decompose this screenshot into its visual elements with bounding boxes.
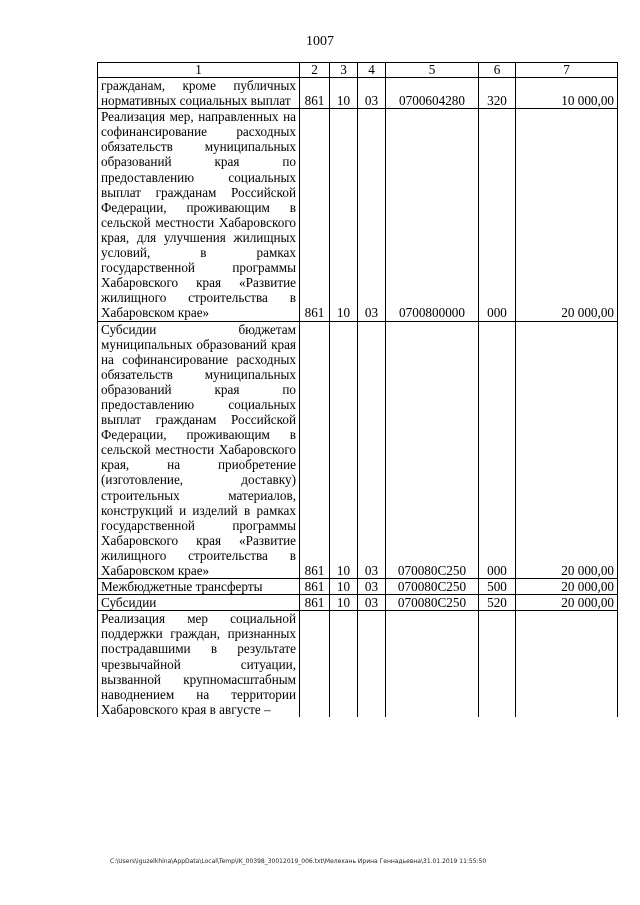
cell-col2: 861 [300,78,330,109]
cell-col2: 861 [300,109,330,321]
header-cell: 4 [358,63,386,78]
table-row [98,321,618,579]
cell-col4: 03 [358,321,386,579]
cell-col6: 500 [479,579,516,595]
budget-table [97,62,618,717]
header-cell: 6 [479,63,516,78]
cell-col4: 03 [358,109,386,321]
table-row [98,611,618,717]
cell-col2: 861 [300,321,330,579]
cell-col2 [300,611,330,717]
cell-col5: 0700800000 [386,109,479,321]
cell-col7: 20 000,00 [516,109,618,321]
header-cell: 1 [98,63,300,78]
cell-col4 [358,611,386,717]
table-row [98,109,618,321]
row-description: Реализация мер, направленных на софинансирование расходных обязательств муниципальных образований края по предоставлению социальных выплат гражданам Российской Федерации, проживающим в сельской местности Хабаровского края, для улучшения жилищных условий, в рамках государственной программы Хабаровского края «Развитие жилищного строительства в Хабаровском крае» [98,109,300,321]
row-description: Субсидии бюджетам муниципальных образований края на софинансирование расходных обязательств муниципальных образований края по предоставлению социальных выплат гражданам Российской Федерации, проживающим в сельской местности Хабаровского края, на приобретение (изготовление, доставку) строительных материалов, конструкций и изделий в рамках государственной программы Хабаровского края «Развитие жилищного строительства в Хабаровском крае» [98,321,300,579]
row-description: Субсидии [98,595,300,611]
cell-col5: 070080С250 [386,595,479,611]
cell-col3: 10 [330,321,358,579]
cell-col4: 03 [358,579,386,595]
row-description: гражданам, кроме публичных нормативных социальных выплат [98,78,300,109]
cell-col6: 320 [479,78,516,109]
header-cell: 7 [516,63,618,78]
cell-col3: 10 [330,595,358,611]
cell-col6 [479,611,516,717]
header-cell: 3 [330,63,358,78]
cell-col7 [516,611,618,717]
cell-col7: 20 000,00 [516,579,618,595]
cell-col6: 520 [479,595,516,611]
cell-col5: 0700604280 [386,78,479,109]
cell-col4: 03 [358,78,386,109]
row-description: Реализация мер социальной поддержки граждан, признанных пострадавшими в результате чрезвычайной ситуации, вызванной крупномасштабным наводнением на территории Хабаровского края в августе – [98,611,300,717]
cell-col5: 070080С250 [386,579,479,595]
cell-col7: 20 000,00 [516,321,618,579]
header-cell: 2 [300,63,330,78]
cell-col3 [330,611,358,717]
table-row [98,78,618,109]
row-description: Межбюджетные трансферты [98,579,300,595]
cell-col4: 03 [358,595,386,611]
cell-col3: 10 [330,78,358,109]
footer-file-path: C:\Users\iguzelkhina\AppData\Local\Temp\IK_00398_30012019_006.txt\Мелехань Ирина Геннадьевна\31.01.2019 11:55:50 [110,858,487,865]
header-cell: 5 [386,63,479,78]
cell-col2: 861 [300,595,330,611]
cell-col5: 070080С250 [386,321,479,579]
cell-col3: 10 [330,579,358,595]
page-number: 1007 [306,34,334,49]
cell-col7: 10 000,00 [516,78,618,109]
table-row [98,595,618,611]
cell-col2: 861 [300,579,330,595]
cell-col5 [386,611,479,717]
cell-col7: 20 000,00 [516,595,618,611]
table-row [98,579,618,595]
table-header-row [98,63,618,78]
cell-col6: 000 [479,321,516,579]
cell-col3: 10 [330,109,358,321]
cell-col6: 000 [479,109,516,321]
